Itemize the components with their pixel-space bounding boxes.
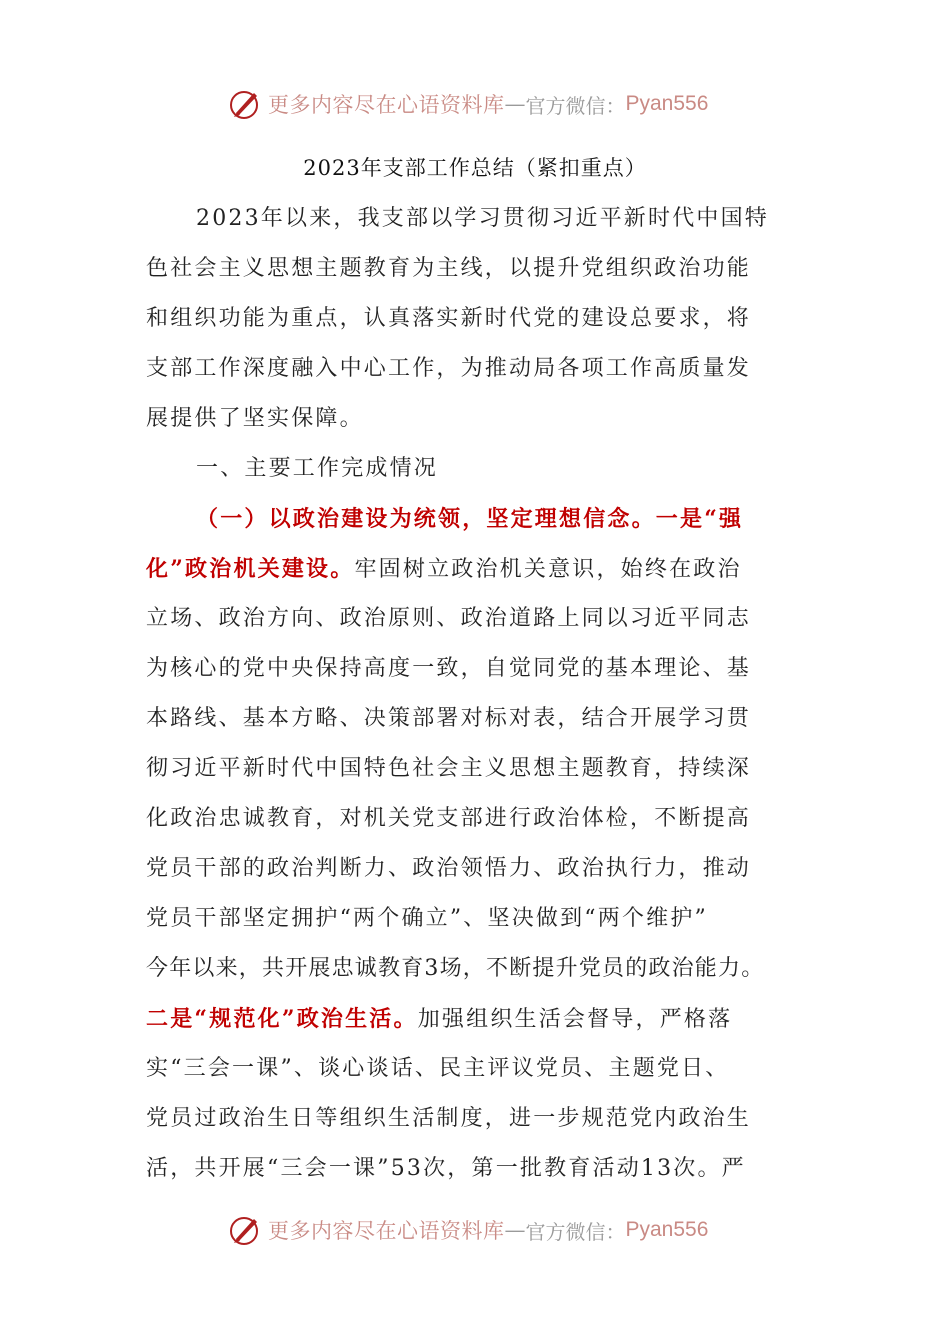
pen-logo-icon [228, 87, 262, 121]
body2-line-3: 活，共开展“三会一课”53次，第一批教育活动13次。严 [146, 1156, 746, 1181]
header-watermark-banner [0, 84, 950, 124]
body2-line-2: 党员过政治生日等组织生活制度，进一步规范党内政治生 [146, 1106, 752, 1131]
banner-wechat-label: 官方微信： [525, 1219, 626, 1244]
section-heading: 一、主要工作完成情况 [196, 456, 439, 481]
body-line-5: 化政治忠诚教育，对机关党支部进行政治体检，不断提高 [146, 806, 752, 831]
body-line-7: 党员干部坚定拥护“两个确立”、坚决做到“两个维护” [146, 906, 708, 931]
banner-title: 更多内容尽在心语资料库 [268, 93, 505, 117]
banner-wechat-label: 官方微信： [525, 93, 626, 118]
intro-line-3: 和组织功能为重点，认真落实新时代党的建设总要求，将 [146, 306, 752, 331]
intro-line-4: 支部工作深度融入中心工作，为推动局各项工作高质量发 [146, 356, 752, 381]
pen-logo-icon [228, 1213, 262, 1247]
body-line-6: 党员干部的政治判断力、政治领悟力、政治执行力，推动 [146, 856, 752, 881]
banner-wechat-id: Pyan556 [625, 1218, 709, 1241]
subsection-heading: （一）以政治建设为统领，坚定理想信念。一是“强 [196, 506, 744, 532]
banner-separator: — [504, 1218, 526, 1242]
item1-text: 牢固树立政治机关意识，始终在政治 [354, 557, 742, 582]
body-line-4: 彻习近平新时代中国特色社会主义思想主题教育，持续深 [146, 756, 752, 781]
body-line-2: 为核心的党中央保持高度一致，自觉同党的基本理论、基 [146, 656, 752, 681]
banner-wechat-id: Pyan556 [625, 92, 709, 115]
body-line-1: 立场、政治方向、政治原则、政治道路上同以习近平同志 [146, 606, 752, 631]
banner-separator: — [504, 92, 526, 116]
item2-line [146, 1004, 826, 1035]
body2-line-1: 实“三会一课”、谈心谈话、民主评议党员、主题党日、 [146, 1056, 730, 1081]
body-line-8: 今年以来，共开展忠诚教育3场，不断提升党员的政治能力。 [146, 956, 765, 981]
item2-text: 加强组织生活会督导，严格落 [417, 1007, 733, 1032]
item2-heading: 二是“规范化”政治生活。 [146, 1006, 418, 1032]
item1-heading: 化”政治机关建设。 [146, 556, 355, 582]
footer-watermark-banner [0, 1210, 950, 1250]
body-line-3: 本路线、基本方略、决策部署对标对表，结合开展学习贯 [146, 706, 752, 731]
banner-title: 更多内容尽在心语资料库 [268, 1219, 505, 1243]
intro-line-1: 2023年以来，我支部以学习贯彻习近平新时代中国特 [196, 206, 769, 231]
intro-line-2: 色社会主义思想主题教育为主线，以提升党组织政治功能 [146, 256, 752, 281]
intro-line-5: 展提供了坚实保障。 [146, 406, 364, 431]
document-title: 2023年支部工作总结（紧扣重点） [303, 156, 647, 180]
item1-line [146, 554, 826, 585]
